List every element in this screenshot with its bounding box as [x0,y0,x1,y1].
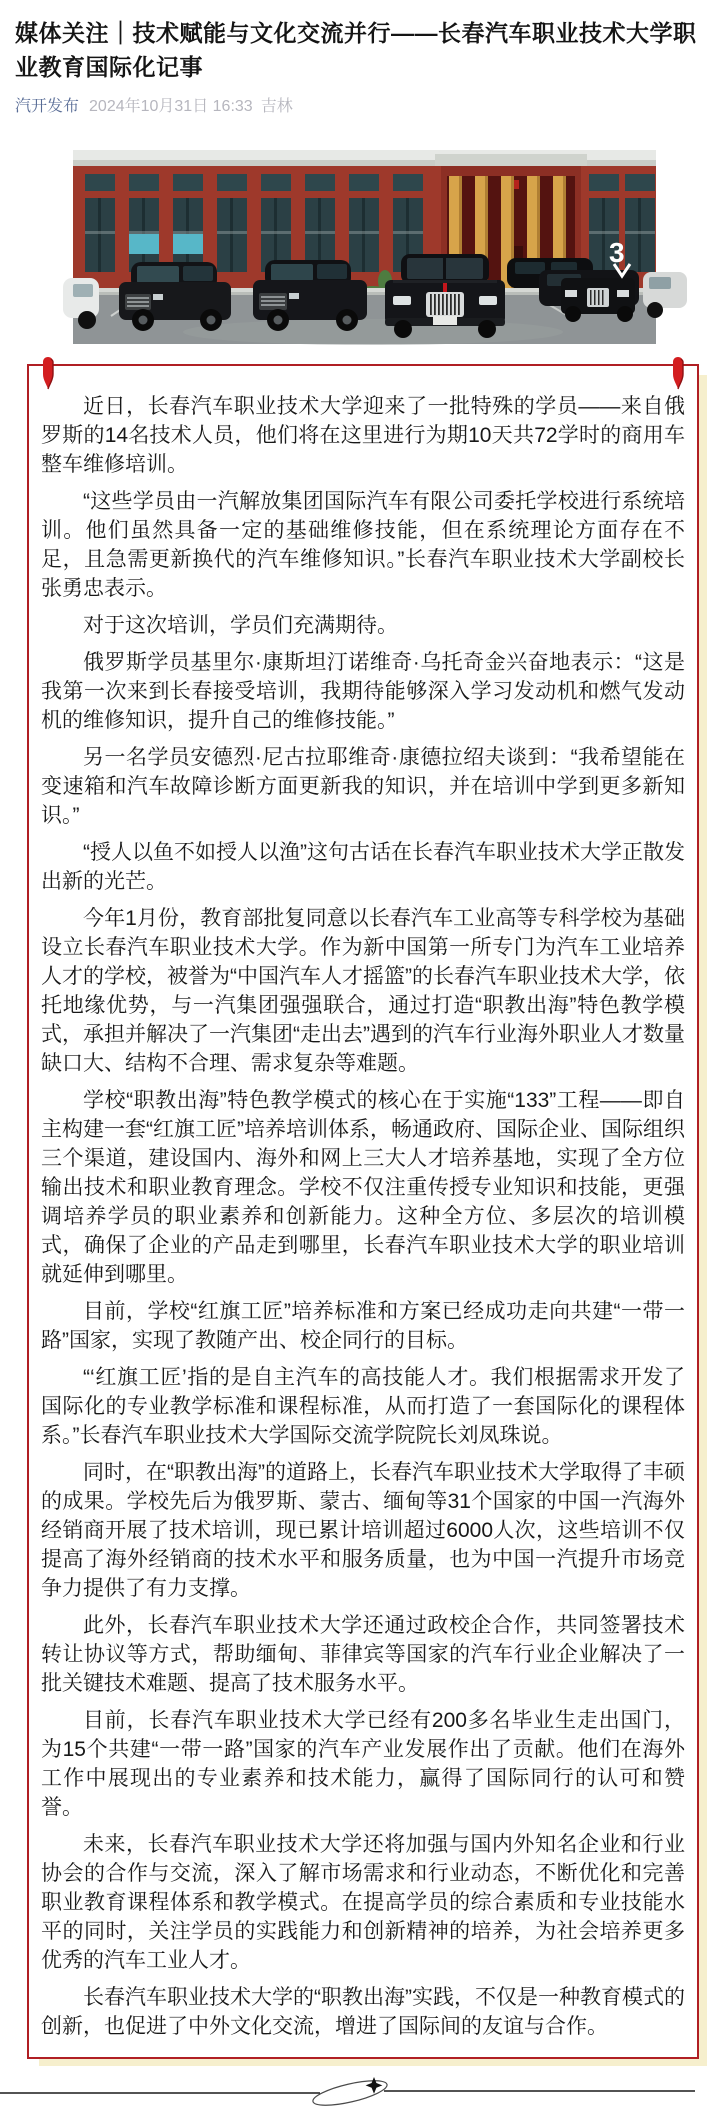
article-paragraph: “这些学员由一汽解放集团国际汽车有限公司委托学校进行系统培训。他们虽然具备一定的基础维修技能，但在系统理论方面存在不足，且急需更新换代的汽车维修知识。”长春汽车职业技术大学副校长张勇忠表示。 [41,490,685,600]
article-paragraph: 俄罗斯学员基里尔·康斯坦汀诺维奇·乌托奇金兴奋地表示：“这是我第一次来到长春接受培训，我期待能够深入学习发动机和燃气发动机的维修知识，提升自己的维修技能。” [41,651,685,732]
pin-icon-right [672,356,684,390]
article-paragraph: “授人以鱼不如授人以渔”这句古话在长春汽车职业技术大学正散发出新的光芒。 [41,841,685,893]
page-title: 媒体关注｜技术赋能与文化交流并行——长春汽车职业技术大学职业教育国际化记事 [15,20,697,80]
article-paragraph: 目前，长春汽车职业技术大学已经有200多名毕业生走出国门，为15个共建“一带一路”国家的汽车产业发展作出了贡献。他们在海外工作中展现出的专业素养和技术能力，赢得了国际同行的认可和赞誉。 [41,1709,685,1819]
article-paragraph: 近日，长春汽车职业技术大学迎来了一批特殊的学员——来自俄罗斯的14名技术人员，他们将在这里进行为期10天共72学时的商用车整车维修培训。 [41,395,685,476]
article-paragraph: 此外，长春汽车职业技术大学还通过政校企合作，共同签署技术转让协议等方式，帮助缅甸、菲律宾等国家的汽车行业企业解决了一批关键技术难题、提高了技术服务水平。 [41,1614,685,1695]
gif-countdown-watermark: 3 [609,237,625,268]
article-photo[interactable] [73,150,656,344]
sparkle-star-icon [366,2077,383,2094]
article-paragraph: 目前，学校“红旗工匠”培养标准和方案已经成功走向共建“一带一路”国家，实现了教随产出、校企同行的目标。 [41,1300,685,1352]
source-account-link[interactable]: 汽开发布 [15,98,80,115]
article-content-box [27,364,699,2059]
article-paragraph: 未来，长春汽车职业技术大学还将加强与国内外知名企业和行业协会的合作与交流，深入了解市场需求和行业动态，不断优化和完善职业教育课程体系和教学模式。在提高学员的综合素质和专业技能水平的同时，关注学员的实践能力和创新精神的培养，为社会培养更多优秀的汽车工业人才。 [41,1833,685,1972]
publish-date: 2024年10月31日 16:33 [89,98,253,115]
article-paragraph: 今年1月份，教育部批复同意以长春汽车工业高等专科学校为基础设立长春汽车职业技术大学。作为新中国第一所专门为汽车工业培养人才的学校，被誉为“中国汽车人才摇篮”的长春汽车职业技术大学，依托地缘优势，与一汽集团强强联合，通过打造“职教出海”特色教学模式，承担并解决了一汽集团“走出去”遇到的汽车行业海外职业人才数量缺口大、结构不合理、需求复杂等难题。 [41,907,685,1075]
footer-divider [0,2077,695,2105]
article-paragraph: 另一名学员安德烈·尼古拉耶维奇·康德拉绍夫谈到：“我希望能在变速箱和汽车故障诊断方面更新我的知识，并在培训中学到更多新知识。” [41,746,685,827]
region-label: 吉林 [260,98,293,115]
article-paragraph: 长春汽车职业技术大学的“职教出海”实践，不仅是一种教育模式的创新，也促进了中外文化交流，增进了国际间的友谊与合作。 [41,1986,685,2038]
article-paragraph: 学校“职教出海”特色教学模式的核心在于实施“133”工程——即自主构建一套“红旗工匠”培养培训体系，畅通政府、国际企业、国际组织三个渠道，建设国内、海外和网上三大人才培养基地，实现了全方位输出技术和职业教育理念。学校不仅注重传授专业知识和技能，更强调培养学员的职业素养和创新能力。这种全方位、多层次的培训模式，确保了企业的产品走到哪里，长春汽车职业技术大学的职业培训就延伸到哪里。 [41,1089,685,1286]
article-paragraph: “‘红旗工匠’指的是自主汽车的高技能人才。我们根据需求开发了国际化的专业教学标准和课程标准，从而打造了一套国际化的课程体系。”长春汽车职业技术大学国际交流学院院长刘凤珠说。 [41,1366,685,1447]
pin-icon-left [42,356,54,390]
orbit-ellipse-icon [311,2076,389,2110]
article-paragraph: 对于这次培训，学员们充满期待。 [83,614,398,637]
byline [0,84,725,116]
article-body [41,392,685,2041]
article-paragraph: 同时，在“职教出海”的道路上，长春汽车职业技术大学取得了丰硕的成果。学校先后为俄罗斯、蒙古、缅甸等31个国家的中国一汽海外经销商开展了技术培训，现已累计培训超过6000人次，这些培训不仅提高了海外经销商的技术水平和服务质量，也为中国一汽提升市场竞争力提供了有力支撑。 [41,1461,685,1600]
campus-building-cars-illustration [73,150,656,344]
